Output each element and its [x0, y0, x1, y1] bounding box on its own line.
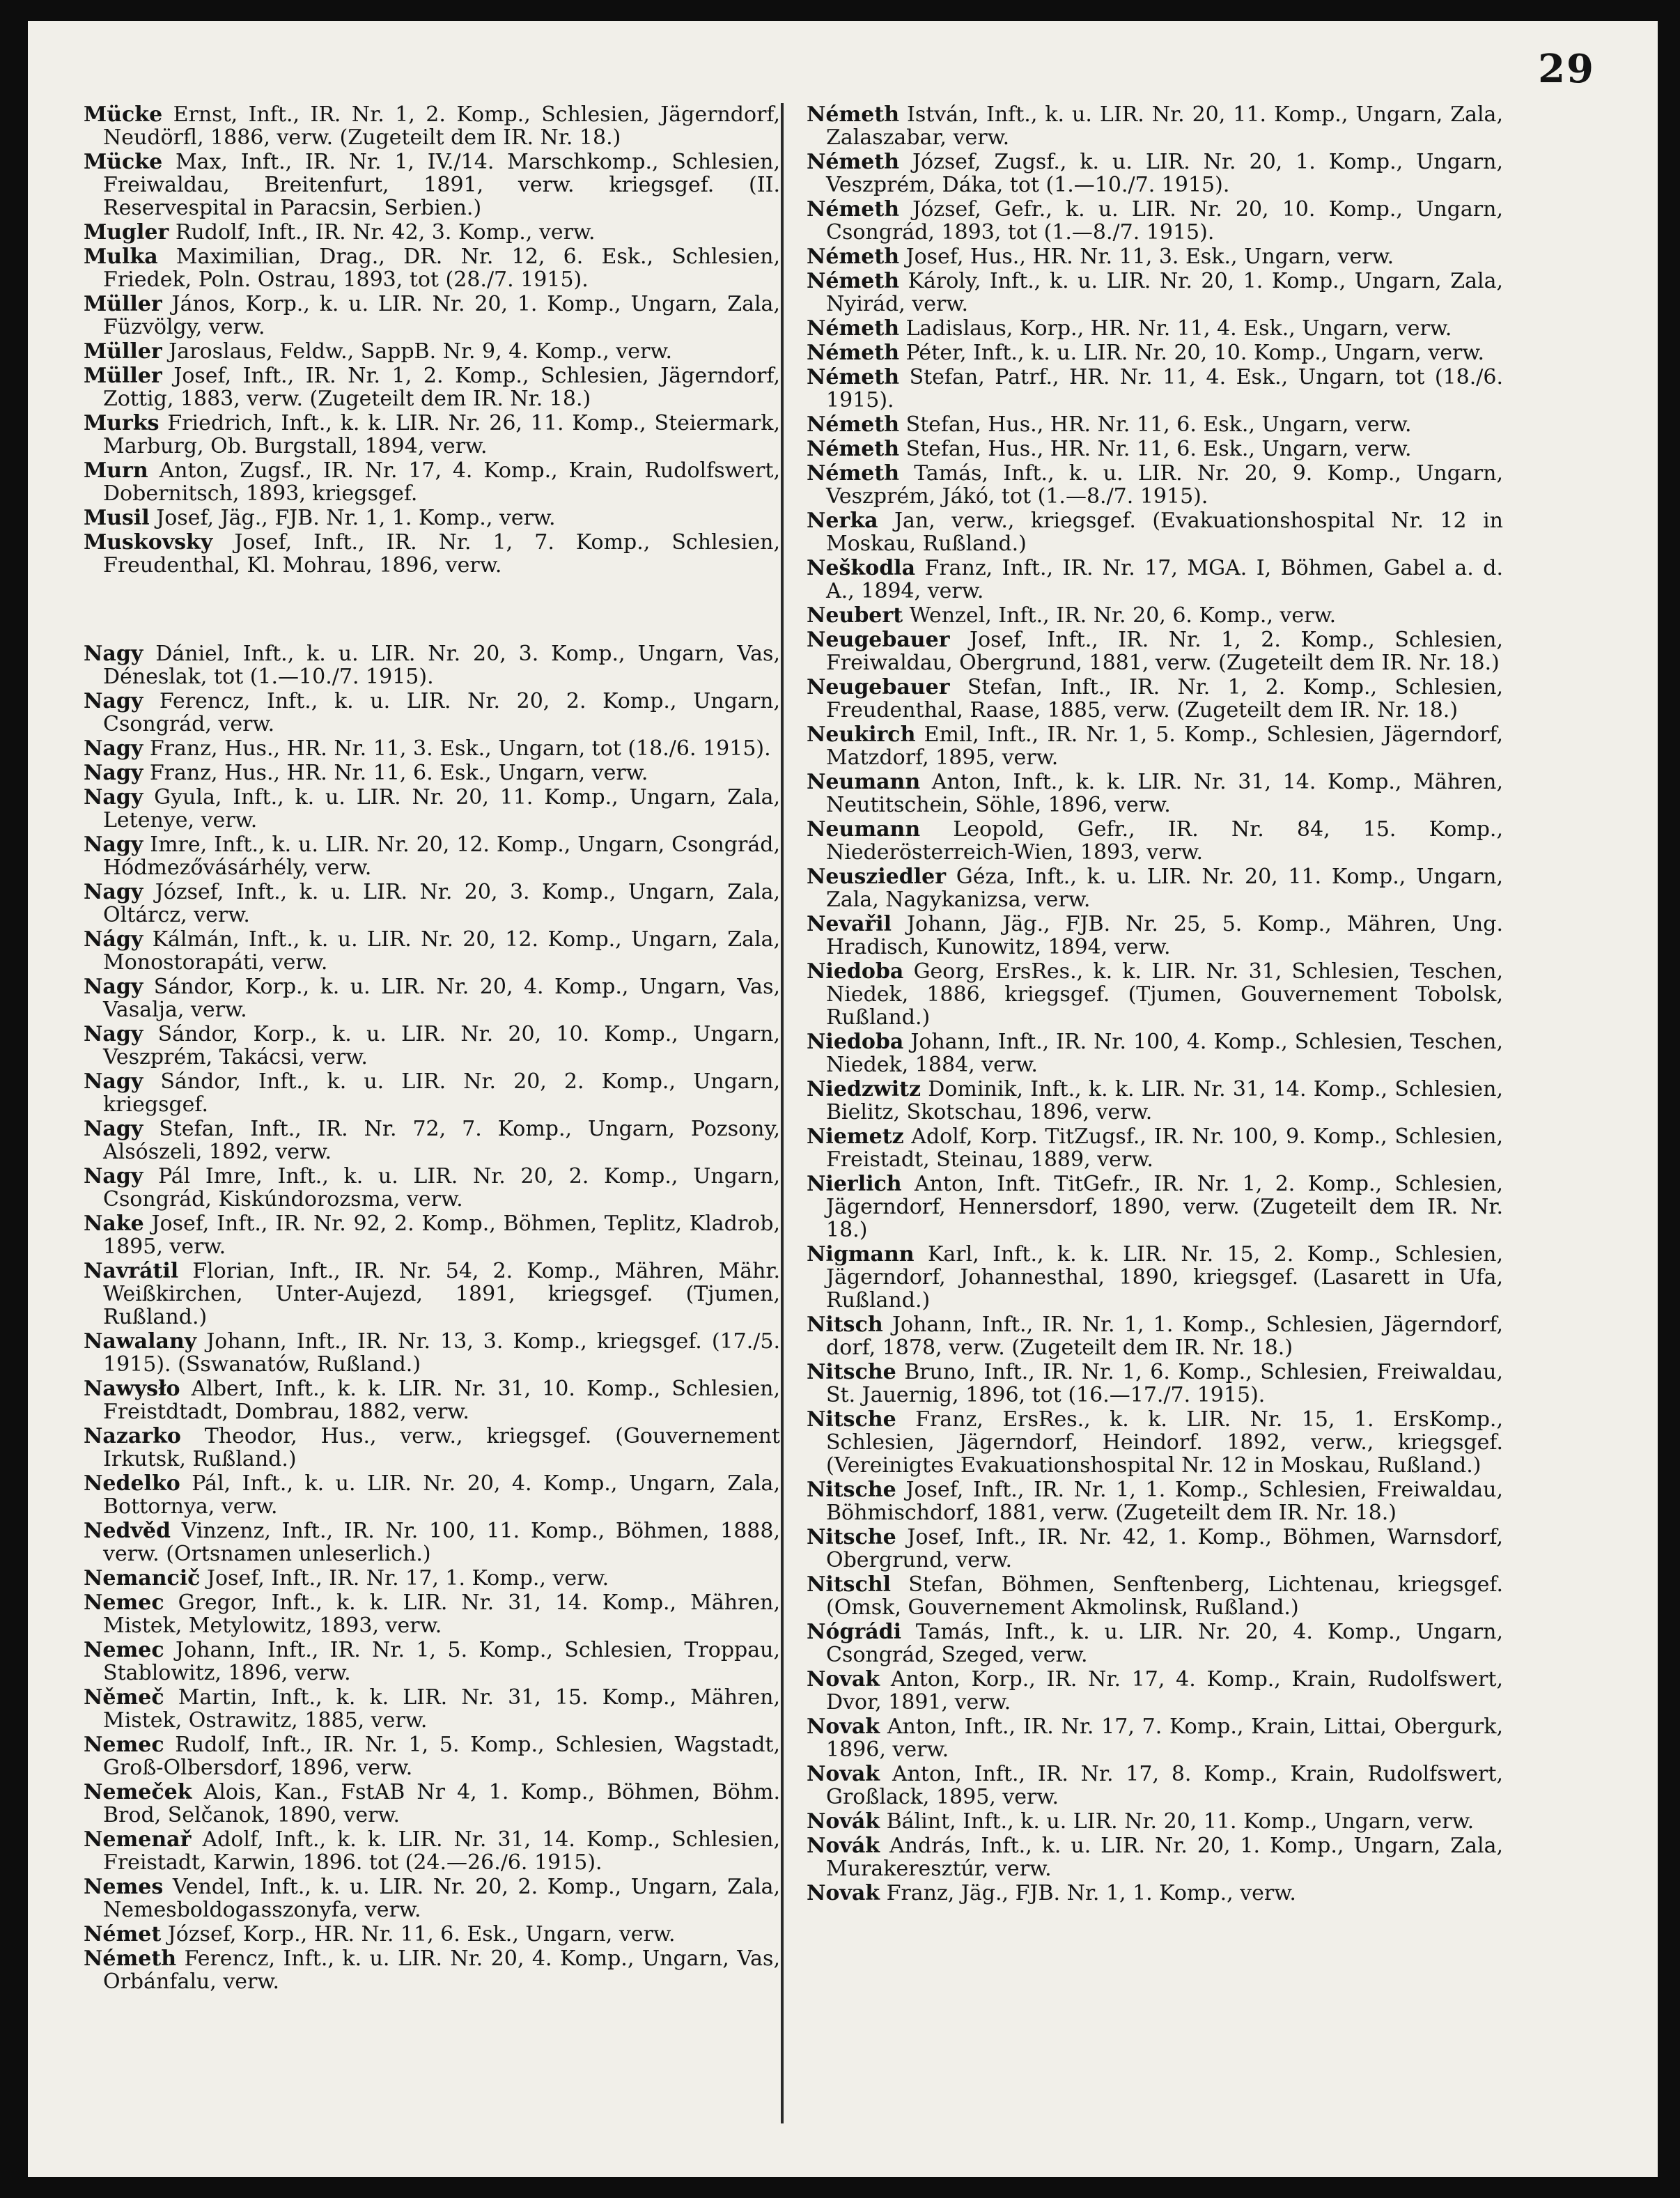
entry-details: Pál, Inft., k. u. LIR. Nr. 20, 4. Komp., Ungarn, Zala, Bottornya, verw.: [103, 1471, 780, 1519]
entry-details: Georg, ErsRes., k. k. LIR. Nr. 31, Schlesien, Teschen, Niedek, 1886, kriegsgef. (Tjumen, Gouvernement Tobolsk, Rußland.): [826, 959, 1503, 1030]
list-entry: [807, 366, 1503, 412]
entry-details: Johann, Inft., IR. Nr. 13, 3. Komp., kriegsgef. (17./5. 1915). (Sswanatów, Rußland.): [103, 1329, 780, 1377]
entry-surname: Nedelko: [84, 1471, 180, 1496]
entry-details: Josef, Jäg., FJB. Nr. 1, 1. Komp., verw.: [156, 506, 556, 530]
entry-surname: Nemenař: [84, 1827, 192, 1852]
list-entry: [807, 1408, 1503, 1477]
list-entry: [807, 103, 1503, 149]
entry-details: Josef, Inft., IR. Nr. 92, 2. Komp., Böhmen, Teplitz, Kladrob, 1895, verw.: [103, 1212, 780, 1259]
entry-details: Anton, Inft. TitGefr., IR. Nr. 1, 2. Komp., Schlesien, Jägerndorf, Hennersdorf, 1890, verw. (Zugeteilt dem IR. Nr. 18.): [826, 1172, 1503, 1242]
entry-surname: Nake: [84, 1212, 144, 1236]
entry-details: Adolf, Inft., k. k. LIR. Nr. 31, 14. Komp., Schlesien, Freistadt, Karwin, 1896. tot (24.—26./6. 1915).: [103, 1827, 780, 1875]
list-entry: [807, 1030, 1503, 1076]
list-entry: [84, 1947, 780, 1993]
entry-surname: Niemetz: [807, 1124, 904, 1149]
page-number: 29: [1538, 46, 1595, 92]
entry-surname: Navrátil: [84, 1259, 179, 1283]
entry-details: Friedrich, Inft., k. k. LIR. Nr. 26, 11. Komp., Steiermark, Marburg, Ob. Burgstall, 1894, verw.: [103, 411, 780, 458]
entry-surname: Nitsche: [807, 1407, 896, 1432]
entry-surname: Neusziedler: [807, 865, 946, 889]
entry-details: Franz, Jäg., FJB. Nr. 1, 1. Komp., verw.: [886, 1881, 1296, 1905]
entry-details: Florian, Inft., IR. Nr. 54, 2. Komp., Mähren, Mähr. Weißkirchen, Unter-Aujezd, 1891, kriegsgef. (Tjumen, Rußland.): [103, 1259, 780, 1329]
list-entry: [84, 1639, 780, 1685]
entry-details: Anton, Korp., IR. Nr. 17, 4. Komp., Krain, Rudolfswert, Dvor, 1891, verw.: [826, 1667, 1503, 1715]
list-entry: [807, 150, 1503, 196]
entry-details: Vendel, Inft., k. u. LIR. Nr. 20, 2. Komp., Ungarn, Zala, Nemesboldogasszonyfa, verw.: [103, 1875, 780, 1922]
entry-surname: Nagy: [84, 642, 143, 666]
list-entry: [84, 1425, 780, 1471]
entry-details: Kálmán, Inft., k. u. LIR. Nr. 20, 12. Komp., Ungarn, Zala, Monostorapáti, verw.: [103, 927, 780, 975]
list-entry: [807, 1478, 1503, 1524]
entry-details: Josef, Hus., HR. Nr. 11, 3. Esk., Ungarn, verw.: [905, 245, 1394, 269]
entry-surname: Neumann: [807, 817, 921, 842]
entry-surname: Mulka: [84, 245, 158, 269]
entry-surname: Nemes: [84, 1875, 164, 1899]
entry-surname: Németh: [807, 341, 900, 365]
entry-details: Josef, Inft., IR. Nr. 1, 2. Komp., Schlesien, Jägerndorf, Zottig, 1883, verw. (Zugeteilt dem IR. Nr. 18.): [103, 364, 780, 411]
list-entry: [807, 1810, 1503, 1833]
list-entry: [84, 833, 780, 879]
entry-details: Jan, verw., kriegsgef. (Evakuationshospital Nr. 12 in Moskau, Rußland.): [826, 509, 1503, 556]
entry-details: Stefan, Inft., IR. Nr. 1, 2. Komp., Schlesien, Freudenthal, Raase, 1885, verw. (Zugeteilt dem IR. Nr. 18.): [826, 675, 1503, 722]
entry-surname: Nemec: [84, 1733, 164, 1757]
list-entry: [84, 1591, 780, 1637]
list-entry: [807, 723, 1503, 769]
entry-details: Anton, Inft., k. k. LIR. Nr. 31, 14. Komp., Mähren, Neutitschein, Söhle, 1896, verw.: [826, 770, 1503, 817]
entry-details: Bruno, Inft., IR. Nr. 1, 6. Komp., Schlesien, Freiwaldau, St. Jauernig, 1896, tot (16.—17./7. 1915).: [826, 1360, 1503, 1407]
entry-surname: Nagy: [84, 1117, 143, 1141]
entry-details: István, Inft., k. u. LIR. Nr. 20, 11. Komp., Ungarn, Zala, Zalaszabar, verw.: [826, 102, 1503, 150]
entry-details: Stefan, Patrf., HR. Nr. 11, 4. Esk., Ungarn, tot (18./6. 1915).: [826, 365, 1504, 412]
entry-surname: Németh: [807, 365, 900, 389]
entry-details: Anton, Inft., IR. Nr. 17, 8. Komp., Krain, Rudolfswert, Großlack, 1895, verw.: [826, 1762, 1503, 1809]
entry-surname: Nevařil: [807, 912, 892, 936]
list-entry: [807, 913, 1503, 959]
entry-surname: Nagy: [84, 833, 143, 857]
entry-surname: Nierlich: [807, 1172, 902, 1196]
entry-details: Ferencz, Inft., k. u. LIR. Nr. 20, 2. Komp., Ungarn, Csongrád, verw.: [103, 689, 780, 736]
entry-surname: Novák: [807, 1809, 880, 1834]
list-entry: [84, 786, 780, 832]
list-entry: [807, 604, 1503, 627]
entry-surname: Nemeček: [84, 1780, 192, 1804]
list-entry: [84, 1472, 780, 1518]
entry-details: Franz, Hus., HR. Nr. 11, 3. Esk., Ungarn, tot (18./6. 1915).: [149, 736, 771, 761]
entry-surname: Novak: [807, 1881, 880, 1905]
list-entry: [84, 103, 780, 149]
entry-surname: Nitsche: [807, 1360, 896, 1384]
entry-details: Stefan, Böhmen, Senftenberg, Lichtenau, kriegsgef. (Omsk, Gouvernement Akmolinsk, Rußland.): [826, 1572, 1503, 1620]
list-entry: [84, 1070, 780, 1116]
list-entry: [807, 1620, 1503, 1666]
entry-surname: Nitsch: [807, 1313, 883, 1337]
entry-details: Maximilian, Drag., DR. Nr. 12, 6. Esk., Schlesien, Friedek, Poln. Ostrau, 1893, tot (28./7. 1915).: [103, 245, 780, 292]
list-entry: [84, 1117, 780, 1163]
entry-surname: Nagy: [84, 880, 143, 904]
entry-surname: Musil: [84, 506, 150, 530]
entry-details: Emil, Inft., IR. Nr. 1, 5. Komp., Schlesien, Jägerndorf, Matzdorf, 1895, verw.: [826, 722, 1503, 770]
entry-details: Jaroslaus, Feldw., SappB. Nr. 9, 4. Komp., verw.: [169, 339, 672, 364]
entry-surname: Mücke: [84, 150, 163, 174]
list-entry: [84, 1165, 780, 1211]
entry-details: Wenzel, Inft., IR. Nr. 20, 6. Komp., verw.: [909, 603, 1337, 628]
list-entry: [807, 1763, 1503, 1809]
entry-surname: Muskovsky: [84, 530, 213, 555]
entry-surname: Němeč: [84, 1685, 164, 1710]
list-entry: [84, 340, 780, 363]
entry-details: Stefan, Hus., HR. Nr. 11, 6. Esk., Ungarn, verw.: [905, 437, 1412, 461]
entry-details: Franz, Hus., HR. Nr. 11, 6. Esk., Ungarn, verw.: [149, 761, 648, 785]
list-entry: [807, 771, 1503, 816]
list-entry: [807, 317, 1503, 340]
entry-surname: Nagy: [84, 736, 143, 761]
list-entry: [84, 761, 780, 784]
entry-surname: Nagy: [84, 1022, 143, 1046]
list-entry: [807, 1882, 1503, 1905]
list-entry: [807, 509, 1503, 555]
entry-details: Stefan, Inft., IR. Nr. 72, 7. Komp., Ungarn, Pozsony, Alsószeli, 1892, verw.: [103, 1117, 780, 1164]
entry-surname: Neumann: [807, 770, 921, 794]
entry-details: József, Inft., k. u. LIR. Nr. 20, 3. Komp., Ungarn, Zala, Oltárcz, verw.: [103, 880, 780, 927]
entry-surname: Müller: [84, 292, 162, 316]
list-entry: [84, 1923, 780, 1946]
entry-details: Péter, Inft., k. u. LIR. Nr. 20, 10. Komp., Ungarn, verw.: [905, 341, 1485, 365]
entry-details: Stefan, Hus., HR. Nr. 11, 6. Esk., Ungarn, verw.: [905, 412, 1412, 437]
list-entry: [807, 1526, 1503, 1572]
list-entry: [84, 690, 780, 736]
entry-surname: Nazarko: [84, 1424, 181, 1448]
list-entry: [84, 642, 780, 688]
entry-details: András, Inft., k. u. LIR. Nr. 20, 1. Komp., Ungarn, Zala, Murakeresztúr, verw.: [826, 1834, 1503, 1881]
entry-details: Károly, Inft., k. u. LIR. Nr. 20, 1. Komp., Ungarn, Zala, Nyirád, verw.: [826, 269, 1503, 316]
list-entry: [807, 865, 1503, 911]
entry-surname: Németh: [807, 437, 900, 461]
entry-details: Dominik, Inft., k. k. LIR. Nr. 31, 14. Komp., Schlesien, Bielitz, Skotschau, 1896, verw.: [826, 1077, 1503, 1124]
list-entry: [84, 928, 780, 974]
entry-details: Vinzenz, Inft., IR. Nr. 100, 11. Komp., Böhmen, 1888, verw. (Ortsnamen unleserlich.): [103, 1519, 780, 1566]
list-entry: [807, 818, 1503, 864]
entry-details: Sándor, Korp., k. u. LIR. Nr. 20, 4. Komp., Ungarn, Vas, Vasalja, verw.: [103, 975, 780, 1022]
entry-details: Theodor, Hus., verw., kriegsgef. (Gouvernement Irkutsk, Rußland.): [103, 1424, 780, 1471]
entry-details: Josef, Inft., IR. Nr. 1, 1. Komp., Schlesien, Freiwaldau, Böhmischdorf, 1881, verw. (Zugeteilt dem IR. Nr. 18.): [826, 1478, 1503, 1525]
entry-details: Martin, Inft., k. k. LIR. Nr. 31, 15. Komp., Mähren, Mistek, Ostrawitz, 1885, verw.: [103, 1685, 780, 1733]
list-entry: [84, 1875, 780, 1921]
list-entry: [807, 1715, 1503, 1761]
entry-surname: Nagy: [84, 785, 143, 810]
entry-surname: Németh: [807, 461, 900, 486]
entry-details: Johann, Inft., IR. Nr. 100, 4. Komp., Schlesien, Teschen, Niedek, 1884, verw.: [826, 1030, 1503, 1077]
entry-surname: Németh: [807, 150, 900, 174]
page: [28, 21, 1658, 2177]
entry-surname: Nitsche: [807, 1525, 896, 1549]
list-entry: [84, 506, 780, 529]
list-entry: [807, 628, 1503, 674]
entry-surname: Nagy: [84, 1069, 143, 1094]
entry-details: Imre, Inft., k. u. LIR. Nr. 20, 12. Komp., Ungarn, Csongrád, Hódmezővásárhély, verw.: [103, 833, 780, 880]
entry-details: Rudolf, Inft., IR. Nr. 1, 5. Komp., Schlesien, Wagstadt, Groß-Olbersdorf, 1896, verw.: [103, 1733, 780, 1780]
entry-details: Johann, Inft., IR. Nr. 1, 1. Komp., Schlesien, Jägerndorf, dorf, 1878, verw. (Zugeteilt dem IR. Nr. 18.): [826, 1313, 1503, 1360]
entry-surname: Németh: [807, 269, 900, 293]
entry-surname: Novak: [807, 1715, 880, 1739]
entry-details: Albert, Inft., k. k. LIR. Nr. 31, 10. Komp., Schlesien, Freistdtadt, Dombrau, 1882, verw.: [103, 1377, 780, 1424]
entry-details: Josef, Inft., IR. Nr. 1, 7. Komp., Schlesien, Freudenthal, Kl. Mohrau, 1896, verw.: [103, 530, 780, 578]
entry-details: Franz, ErsRes., k. k. LIR. Nr. 15, 1. ErsKomp., Schlesien, Jägerndorf, Heindorf. 1892, verw., kriegsgef. (Vereinigtes Evakuationshospital Nr. 12 in Moskau, Rußland.): [826, 1407, 1503, 1478]
entry-details: Johann, Inft., IR. Nr. 1, 5. Komp., Schlesien, Troppau, Stablowitz, 1896, verw.: [103, 1638, 780, 1685]
list-entry: [807, 341, 1503, 364]
entry-details: Josef, Inft., IR. Nr. 42, 1. Komp., Böhmen, Warnsdorf, Obergrund, verw.: [826, 1525, 1503, 1572]
entry-surname: Németh: [807, 245, 900, 269]
entry-details: Karl, Inft., k. k. LIR. Nr. 15, 2. Komp., Schlesien, Jägerndorf, Johannesthal, 1890, kriegsgef. (Lasarett in Ufa, Rußland.): [826, 1242, 1503, 1313]
entry-details: Ferencz, Inft., k. u. LIR. Nr. 20, 4. Komp., Ungarn, Vas, Orbánfalu, verw.: [103, 1947, 780, 1994]
list-entry: [84, 1212, 780, 1258]
entry-surname: Nógrádi: [807, 1620, 902, 1644]
entry-details: Anton, Zugsf., IR. Nr. 17, 4. Komp., Krain, Rudolfswert, Dobernitsch, 1893, kriegsgef.: [103, 458, 780, 506]
entry-details: Ernst, Inft., IR. Nr. 1, 2. Komp., Schlesien, Jägerndorf, Neudörfl, 1886, verw. (Zugeteilt dem IR. Nr. 18.): [103, 102, 780, 150]
entry-surname: Murks: [84, 411, 160, 435]
entry-surname: Nigmann: [807, 1242, 915, 1267]
entry-surname: Mücke: [84, 102, 163, 127]
list-entry: [807, 1243, 1503, 1312]
entry-surname: Németh: [807, 412, 900, 437]
entry-details: János, Korp., k. u. LIR. Nr. 20, 1. Komp., Ungarn, Zala, Füzvölgy, verw.: [103, 292, 780, 339]
entry-details: Gyula, Inft., k. u. LIR. Nr. 20, 11. Komp., Ungarn, Zala, Letenye, verw.: [103, 785, 780, 833]
entry-surname: Nawalany: [84, 1329, 197, 1354]
entry-surname: Novák: [807, 1834, 880, 1858]
entry-surname: Neubert: [807, 603, 903, 628]
entry-details: Adolf, Korp. TitZugsf., IR. Nr. 100, 9. Komp., Schlesien, Freistadt, Steinau, 1889, verw.: [826, 1124, 1503, 1172]
entry-surname: Nemec: [84, 1638, 164, 1662]
list-entry: [807, 1573, 1503, 1619]
entry-details: Leopold, Gefr., IR. Nr. 84, 15. Komp., Niederösterreich-Wien, 1893, verw.: [826, 817, 1503, 865]
list-entry: [84, 1567, 780, 1590]
entry-details: Franz, Inft., IR. Nr. 17, MGA. I, Böhmen, Gabel a. d. A., 1894, verw.: [826, 556, 1503, 603]
list-entry: [807, 270, 1503, 316]
list-entry: [807, 1668, 1503, 1714]
entry-details: Ladislaus, Korp., HR. Nr. 11, 4. Esk., Ungarn, verw.: [905, 316, 1452, 341]
list-entry: [807, 1313, 1503, 1359]
entry-surname: Novak: [807, 1667, 880, 1692]
right-column: [807, 103, 1503, 1906]
list-entry: [84, 531, 780, 577]
list-entry: [84, 1377, 780, 1423]
entry-surname: Mugler: [84, 220, 169, 245]
entry-details: Max, Inft., IR. Nr. 1, IV./14. Marschkomp., Schlesien, Freiwaldau, Breitenfurt, 1891, verw. kriegsgef. (II. Reservespital in Paracsin, Serbien.): [103, 150, 780, 220]
entry-surname: Nemec: [84, 1591, 164, 1615]
entry-surname: Nagy: [84, 1164, 143, 1189]
list-entry: [84, 1781, 780, 1827]
entry-surname: Nedvěd: [84, 1519, 171, 1543]
list-entry: [84, 1686, 780, 1732]
list-entry: [84, 1023, 780, 1069]
entry-surname: Nitschl: [807, 1572, 892, 1597]
entry-details: Anton, Inft., IR. Nr. 17, 7. Komp., Krain, Littai, Obergurk, 1896, verw.: [826, 1715, 1503, 1762]
list-entry: [807, 198, 1503, 244]
list-entry: [84, 412, 780, 458]
entry-details: Sándor, Inft., k. u. LIR. Nr. 20, 2. Komp., Ungarn, kriegsgef.: [103, 1069, 780, 1117]
list-entry: [807, 1125, 1503, 1171]
list-entry: [807, 1078, 1503, 1124]
list-entry: [84, 1330, 780, 1376]
entry-surname: Nagy: [84, 975, 143, 999]
entry-details: Josef, Inft., IR. Nr. 17, 1. Komp., verw.: [206, 1566, 609, 1591]
list-entry: [807, 1361, 1503, 1407]
entry-surname: Nemancič: [84, 1566, 201, 1591]
list-entry: [84, 245, 780, 291]
entry-details: Johann, Jäg., FJB. Nr. 25, 5. Komp., Mähren, Ung. Hradisch, Kunowitz, 1894, verw.: [826, 912, 1503, 959]
entry-details: Dániel, Inft., k. u. LIR. Nr. 20, 3. Komp., Ungarn, Vas, Déneslak, tot (1.—10./7. 1915).: [103, 642, 780, 689]
entry-details: Sándor, Korp., k. u. LIR. Nr. 20, 10. Komp., Ungarn, Veszprém, Takácsi, verw.: [103, 1022, 780, 1069]
list-entry: [84, 881, 780, 927]
entry-surname: Neukirch: [807, 722, 916, 747]
entry-surname: Nawysło: [84, 1377, 180, 1401]
entry-surname: Neugebauer: [807, 675, 950, 699]
list-entry: [84, 1733, 780, 1779]
entry-surname: Novak: [807, 1762, 880, 1786]
list-entry: [84, 459, 780, 505]
entry-surname: Nagy: [84, 761, 143, 785]
list-entry: [84, 975, 780, 1021]
list-entry: [807, 245, 1503, 268]
section-gap: [84, 578, 780, 642]
entry-details: Tamás, Inft., k. u. LIR. Nr. 20, 4. Komp., Ungarn, Csongrád, Szeged, verw.: [826, 1620, 1503, 1667]
entry-surname: Németh: [807, 197, 900, 222]
entry-surname: Németh: [807, 102, 900, 127]
list-entry: [84, 221, 780, 244]
list-entry: [84, 1260, 780, 1329]
entry-surname: Neugebauer: [807, 628, 950, 652]
list-entry: [84, 150, 780, 219]
entry-surname: Nagy: [84, 689, 143, 713]
entry-details: Josef, Inft., IR. Nr. 1, 2. Komp., Schlesien, Freiwaldau, Obergrund, 1881, verw. (Zugeteilt dem IR. Nr. 18.): [826, 628, 1503, 675]
entry-details: József, Zugsf., k. u. LIR. Nr. 20, 1. Komp., Ungarn, Veszprém, Dáka, tot (1.—10./7. 1915).: [826, 150, 1503, 197]
entry-details: József, Gefr., k. u. LIR. Nr. 20, 10. Komp., Ungarn, Csongrád, 1893, tot (1.—8./7. 1915).: [826, 197, 1503, 245]
entry-details: Pál Imre, Inft., k. u. LIR. Nr. 20, 2. Komp., Ungarn, Csongrád, Kiskúndorozsma, verw.: [103, 1164, 780, 1212]
list-entry: [807, 1172, 1503, 1241]
list-entry: [84, 737, 780, 760]
list-entry: [807, 557, 1503, 603]
list-entry: [84, 1519, 780, 1565]
entry-details: Géza, Inft., k. u. LIR. Nr. 20, 11. Komp., Ungarn, Zala, Nagykanizsa, verw.: [826, 865, 1503, 912]
entry-details: Tamás, Inft., k. u. LIR. Nr. 20, 9. Komp., Ungarn, Veszprém, Jákó, tot (1.—8./7. 1915).: [826, 461, 1503, 509]
entry-details: József, Korp., HR. Nr. 11, 6. Esk., Ungarn, verw.: [167, 1922, 676, 1947]
entry-surname: Németh: [84, 1947, 177, 1971]
list-entry: [84, 1828, 780, 1874]
entry-surname: Niedoba: [807, 1030, 904, 1054]
entry-details: Bálint, Inft., k. u. LIR. Nr. 20, 11. Komp., Ungarn, verw.: [886, 1809, 1475, 1834]
entry-surname: Neškodla: [807, 556, 916, 580]
entry-details: Gregor, Inft., k. k. LIR. Nr. 31, 14. Komp., Mähren, Mistek, Metylowitz, 1893, verw.: [103, 1591, 780, 1638]
column-divider: [781, 103, 784, 2123]
list-entry: [807, 1834, 1503, 1880]
entry-surname: Nágy: [84, 927, 143, 952]
entry-details: Alois, Kan., FstAB Nr 4, 1. Komp., Böhmen, Böhm. Brod, Selčanok, 1890, verw.: [103, 1780, 780, 1827]
entry-surname: Nitsche: [807, 1478, 896, 1502]
list-entry: [807, 413, 1503, 436]
entry-surname: Nerka: [807, 509, 878, 533]
list-entry: [807, 438, 1503, 461]
list-entry: [84, 364, 780, 410]
entry-surname: Müller: [84, 364, 162, 388]
list-entry: [84, 293, 780, 339]
entry-surname: Müller: [84, 339, 162, 364]
list-entry: [807, 676, 1503, 722]
list-entry: [807, 462, 1503, 508]
entry-surname: Niedzwitz: [807, 1077, 921, 1101]
entry-surname: Német: [84, 1922, 162, 1947]
entry-details: Rudolf, Inft., IR. Nr. 42, 3. Komp., verw.: [175, 220, 596, 245]
entry-surname: Németh: [807, 316, 900, 341]
entry-surname: Niedoba: [807, 959, 904, 984]
entry-surname: Murn: [84, 458, 148, 483]
list-entry: [807, 960, 1503, 1029]
left-column: [84, 103, 780, 1995]
